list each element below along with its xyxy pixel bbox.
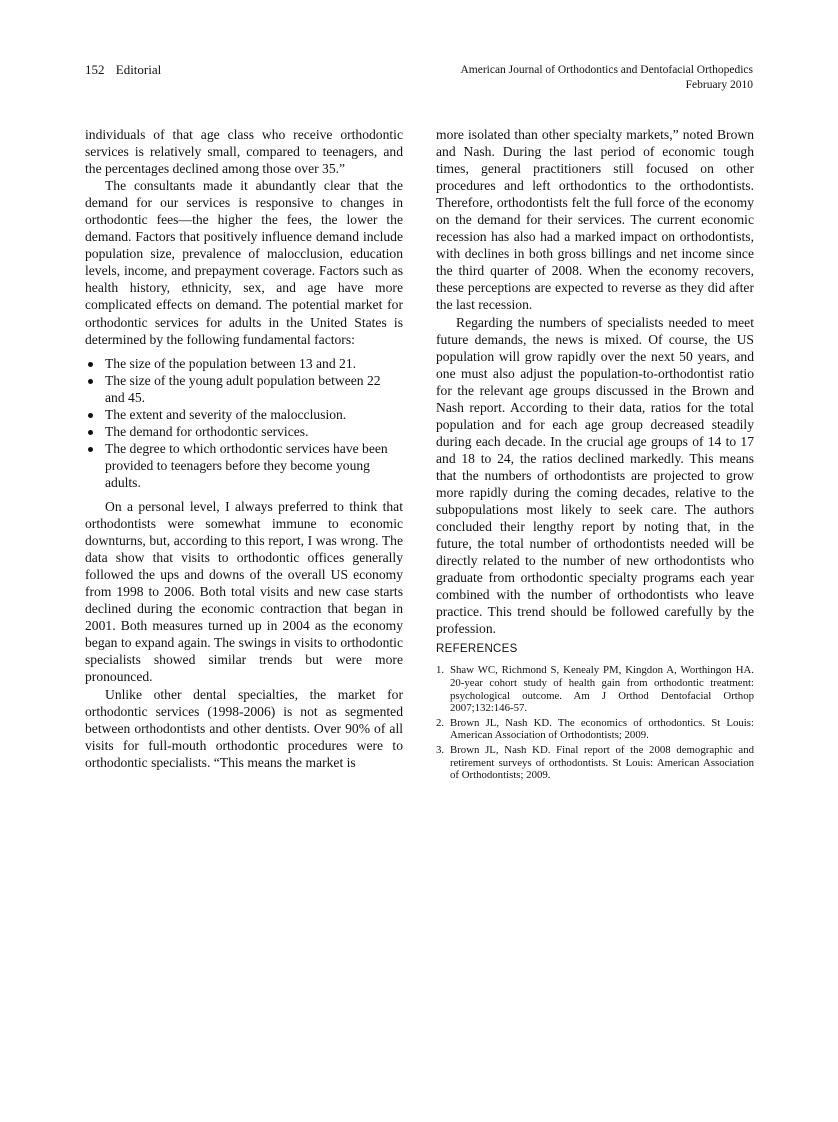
paragraph: Unlike other dental specialties, the market for orthodontic services (1998-2006) is not as segmented between orthodontists and other dentists. Over 90% of all visits for full-mouth orthodontic procedures were to orthodontic specialists. “This means the market is [85, 686, 403, 770]
reference-text: Brown JL, Nash KD. The economics of orthodontics. St Louis: American Association of Orthodontists; 2009. [450, 716, 754, 742]
section-label: Editorial [115, 62, 162, 77]
reference-item [436, 664, 754, 714]
running-header-right [460, 63, 753, 93]
journal-title: American Journal of Orthodontics and Dentofacial Orthopedics [460, 64, 753, 76]
paragraph: On a personal level, I always preferred to think that orthodontists were somewhat immune to economic downturns, but, according to this report, I was wrong. The data show that visits to orthodontic offices generally followed the ups and downs of the overall US economy from 1998 to 2006. Both total visits and new case starts declined during the economic contraction that began in 2001. Both measures turned up in 2004 as the economy began to expand again. The swings in visits to orthodontic specialists showed similar trends but were more pronounced. [85, 498, 403, 685]
reference-number: 2. [436, 716, 445, 729]
right-column [436, 126, 754, 784]
reference-number: 3. [436, 744, 445, 757]
references-list [436, 664, 754, 781]
reference-text: Brown JL, Nash KD. Final report of the 2008 demographic and retirement surveys of orthodontists. St Louis: American Association of Orthodontists; 2009. [450, 744, 754, 782]
list-item: The size of the population between 13 and 21. [85, 355, 403, 372]
reference-number: 1. [436, 664, 445, 677]
paragraph: The consultants made it abundantly clear that the demand for our services is responsive to changes in orthodontic fees—the higher the fees, the lower the demand. Factors that positively influence demand include population size, prevalence of malocclusion, education levels, income, and prepayment coverage. Factors such as health history, ethnicity, sex, and age have more complicated effects on demand. The potential market for orthodontic services for adults in the United States is determined by the following fundamental factors: [85, 178, 403, 347]
paragraph: more isolated than other specialty markets,” noted Brown and Nash. During the last period of economic tough times, general practitioners still focused on other procedures and left orthodontics to the orthodontists. Therefore, orthodontists felt the full force of the economy on the demand for their services. The current economic recession has also had a marked impact on orthodontists, with declines in both gross billings and net income since the third quarter of 2008. When the economy recovers, these perceptions are expected to reverse as they did after the last recession. [436, 127, 754, 313]
reference-item [436, 744, 754, 782]
issue-date: February 2010 [685, 79, 753, 91]
reference-text: Shaw WC, Richmond S, Kenealy PM, Kingdon A, Worthingon HA. 20-year cohort study of health gain from orthodontic treatment: psychological outcome. Am J Orthod Dentofacial Orthop 2007;132:146-57. [450, 664, 754, 715]
running-header-left [85, 62, 161, 78]
list-item: The extent and severity of the malocclusion. [85, 406, 403, 423]
list-item: The size of the young adult population between 22 and 45. [85, 372, 403, 406]
paragraph: Regarding the numbers of specialists needed to meet future demands, the news is mixed. Of course, the US population will grow rapidly over the next 50 years, and one must also adjust the population-to-orthodontist ratio for the relevant age groups discussed in the Brown and Nash report. According to their data, ratios for the total population and for each age group decreased steadily during each decade. In the crucial age groups of 14 to 17 and 18 to 24, the ratios declined markedly. This means that the numbers of orthodontists are projected to grow more rapidly during the coming decades, relative to the subpopulations most likely to seek care. The authors concluded their lengthy report by noting that, in the future, the total number of orthodontists needed will be directly related to the number of new orthodontists who graduate from orthodontic specialty programs each year combined with the number of orthodontists who leave practice. This trend should be followed carefully by the profession. [436, 314, 754, 637]
page-number: 152 [85, 62, 105, 77]
reference-item [436, 717, 754, 742]
bullet-list [85, 355, 403, 491]
paragraph: individuals of that age class who receive orthodontic services is relatively small, compared to teenagers, and the percentages declined among those over 35.” [85, 127, 403, 177]
references-heading: REFERENCES [436, 643, 518, 656]
list-item: The degree to which orthodontic services have been provided to teenagers before they become young adults. [85, 440, 403, 491]
list-item: The demand for orthodontic services. [85, 423, 403, 440]
left-column [85, 126, 403, 771]
